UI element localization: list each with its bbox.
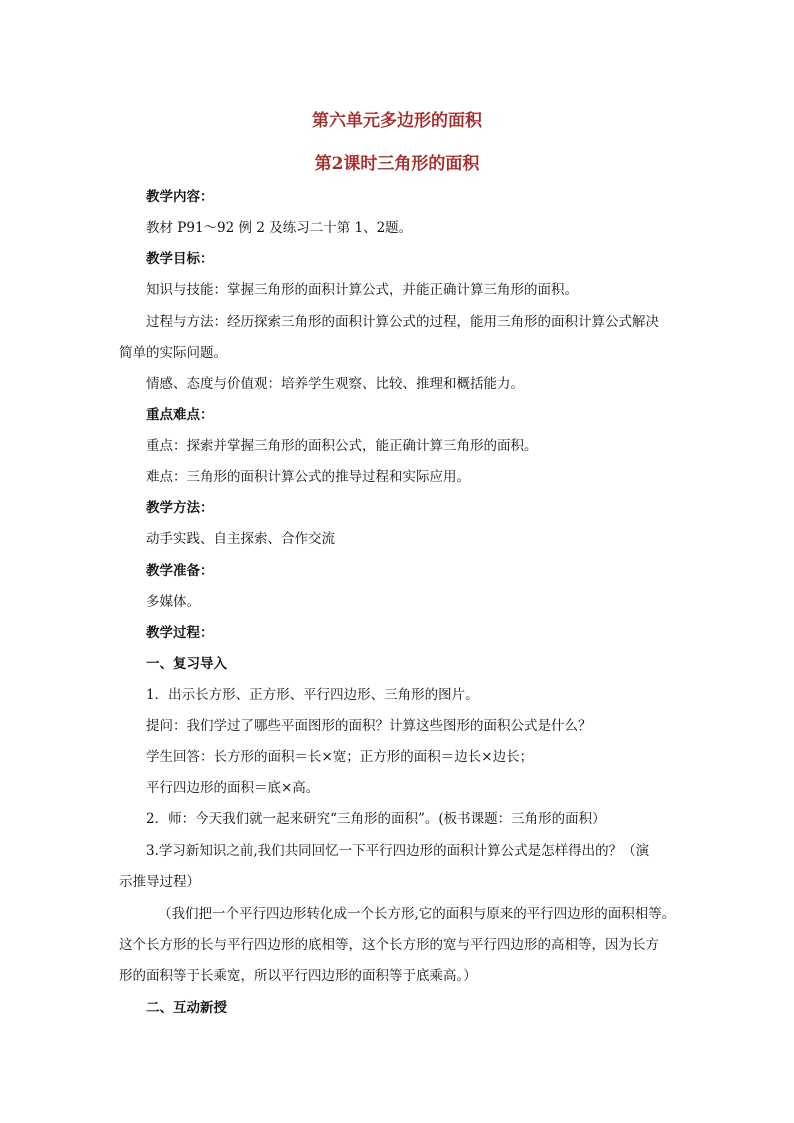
step3-line1: 3.学习新知识之前,我们共同回忆一下平行四边形的面积计算公式是怎样得出的？（演 bbox=[146, 843, 650, 859]
prep-text: 多媒体。 bbox=[146, 594, 200, 610]
method-text: 动手实践、自主探索、合作交流 bbox=[146, 531, 335, 547]
method-heading: 教学方法： bbox=[146, 500, 214, 516]
key-point: 重点：探索并掌握三角形的面积公式，能正确计算三角形的面积。 bbox=[146, 438, 538, 454]
key-heading: 重点难点： bbox=[146, 407, 214, 423]
goal-process-line1: 过程与方法：经历探索三角形的面积计算公式的过程，能用三角形的面积计算公式解决 bbox=[146, 314, 659, 330]
note-line2: 这个长方形的长与平行四边形的底相等，这个长方形的宽与平行四边形的高相等，因为长方 bbox=[119, 937, 659, 953]
process-heading: 教学过程： bbox=[146, 625, 214, 641]
step2-text: 2．师：今天我们就一起来研究“三角形的面积”。(板书课题：三角形的面积） bbox=[146, 811, 606, 827]
content-heading: 教学内容： bbox=[146, 189, 214, 205]
step1-answer-line1: 学生回答：长方形的面积＝长×宽；正方形的面积＝边长×边长； bbox=[146, 749, 534, 765]
step1-answer-line2: 平行四边形的面积＝底×高。 bbox=[146, 780, 320, 796]
page-title: 第六单元多边形的面积 bbox=[312, 111, 482, 131]
difficult-point: 难点：三角形的面积计算公式的推导过程和实际应用。 bbox=[146, 469, 470, 485]
goals-heading: 教学目标： bbox=[146, 251, 214, 267]
note-line3: 形的面积等于长乘宽，所以平行四边形的面积等于底乘高。） bbox=[119, 968, 477, 984]
step1-text: 1．出示长方形、正方形、平行四边形、三角形的图片。 bbox=[146, 687, 479, 703]
page-subtitle: 第2课时三角形的面积 bbox=[314, 154, 480, 174]
goal-knowledge: 知识与技能：掌握三角形的面积计算公式，并能正确计算三角形的面积。 bbox=[146, 282, 578, 298]
note-line1: （我们把一个平行四边形转化成一个长方形,它的面积与原来的平行四边形的面积相等。 bbox=[158, 906, 676, 922]
step1-question: 提问：我们学过了哪些平面图形的面积？计算这些图形的面积公式是什么？ bbox=[146, 718, 592, 734]
prep-heading: 教学准备： bbox=[146, 563, 214, 579]
part1-heading: 一、复习导入 bbox=[146, 656, 227, 672]
part2-heading: 二、互动新授 bbox=[146, 1000, 227, 1016]
goal-process-line2: 简单的实际问题。 bbox=[119, 345, 227, 361]
step3-line2: 示推导过程） bbox=[119, 874, 200, 890]
goal-emotion: 情感、态度与价值观：培养学生观察、比较、推理和概括能力。 bbox=[146, 376, 524, 392]
content-text: 教材 P91～92 例 2 及练习二十第 1、2题。 bbox=[146, 220, 413, 236]
